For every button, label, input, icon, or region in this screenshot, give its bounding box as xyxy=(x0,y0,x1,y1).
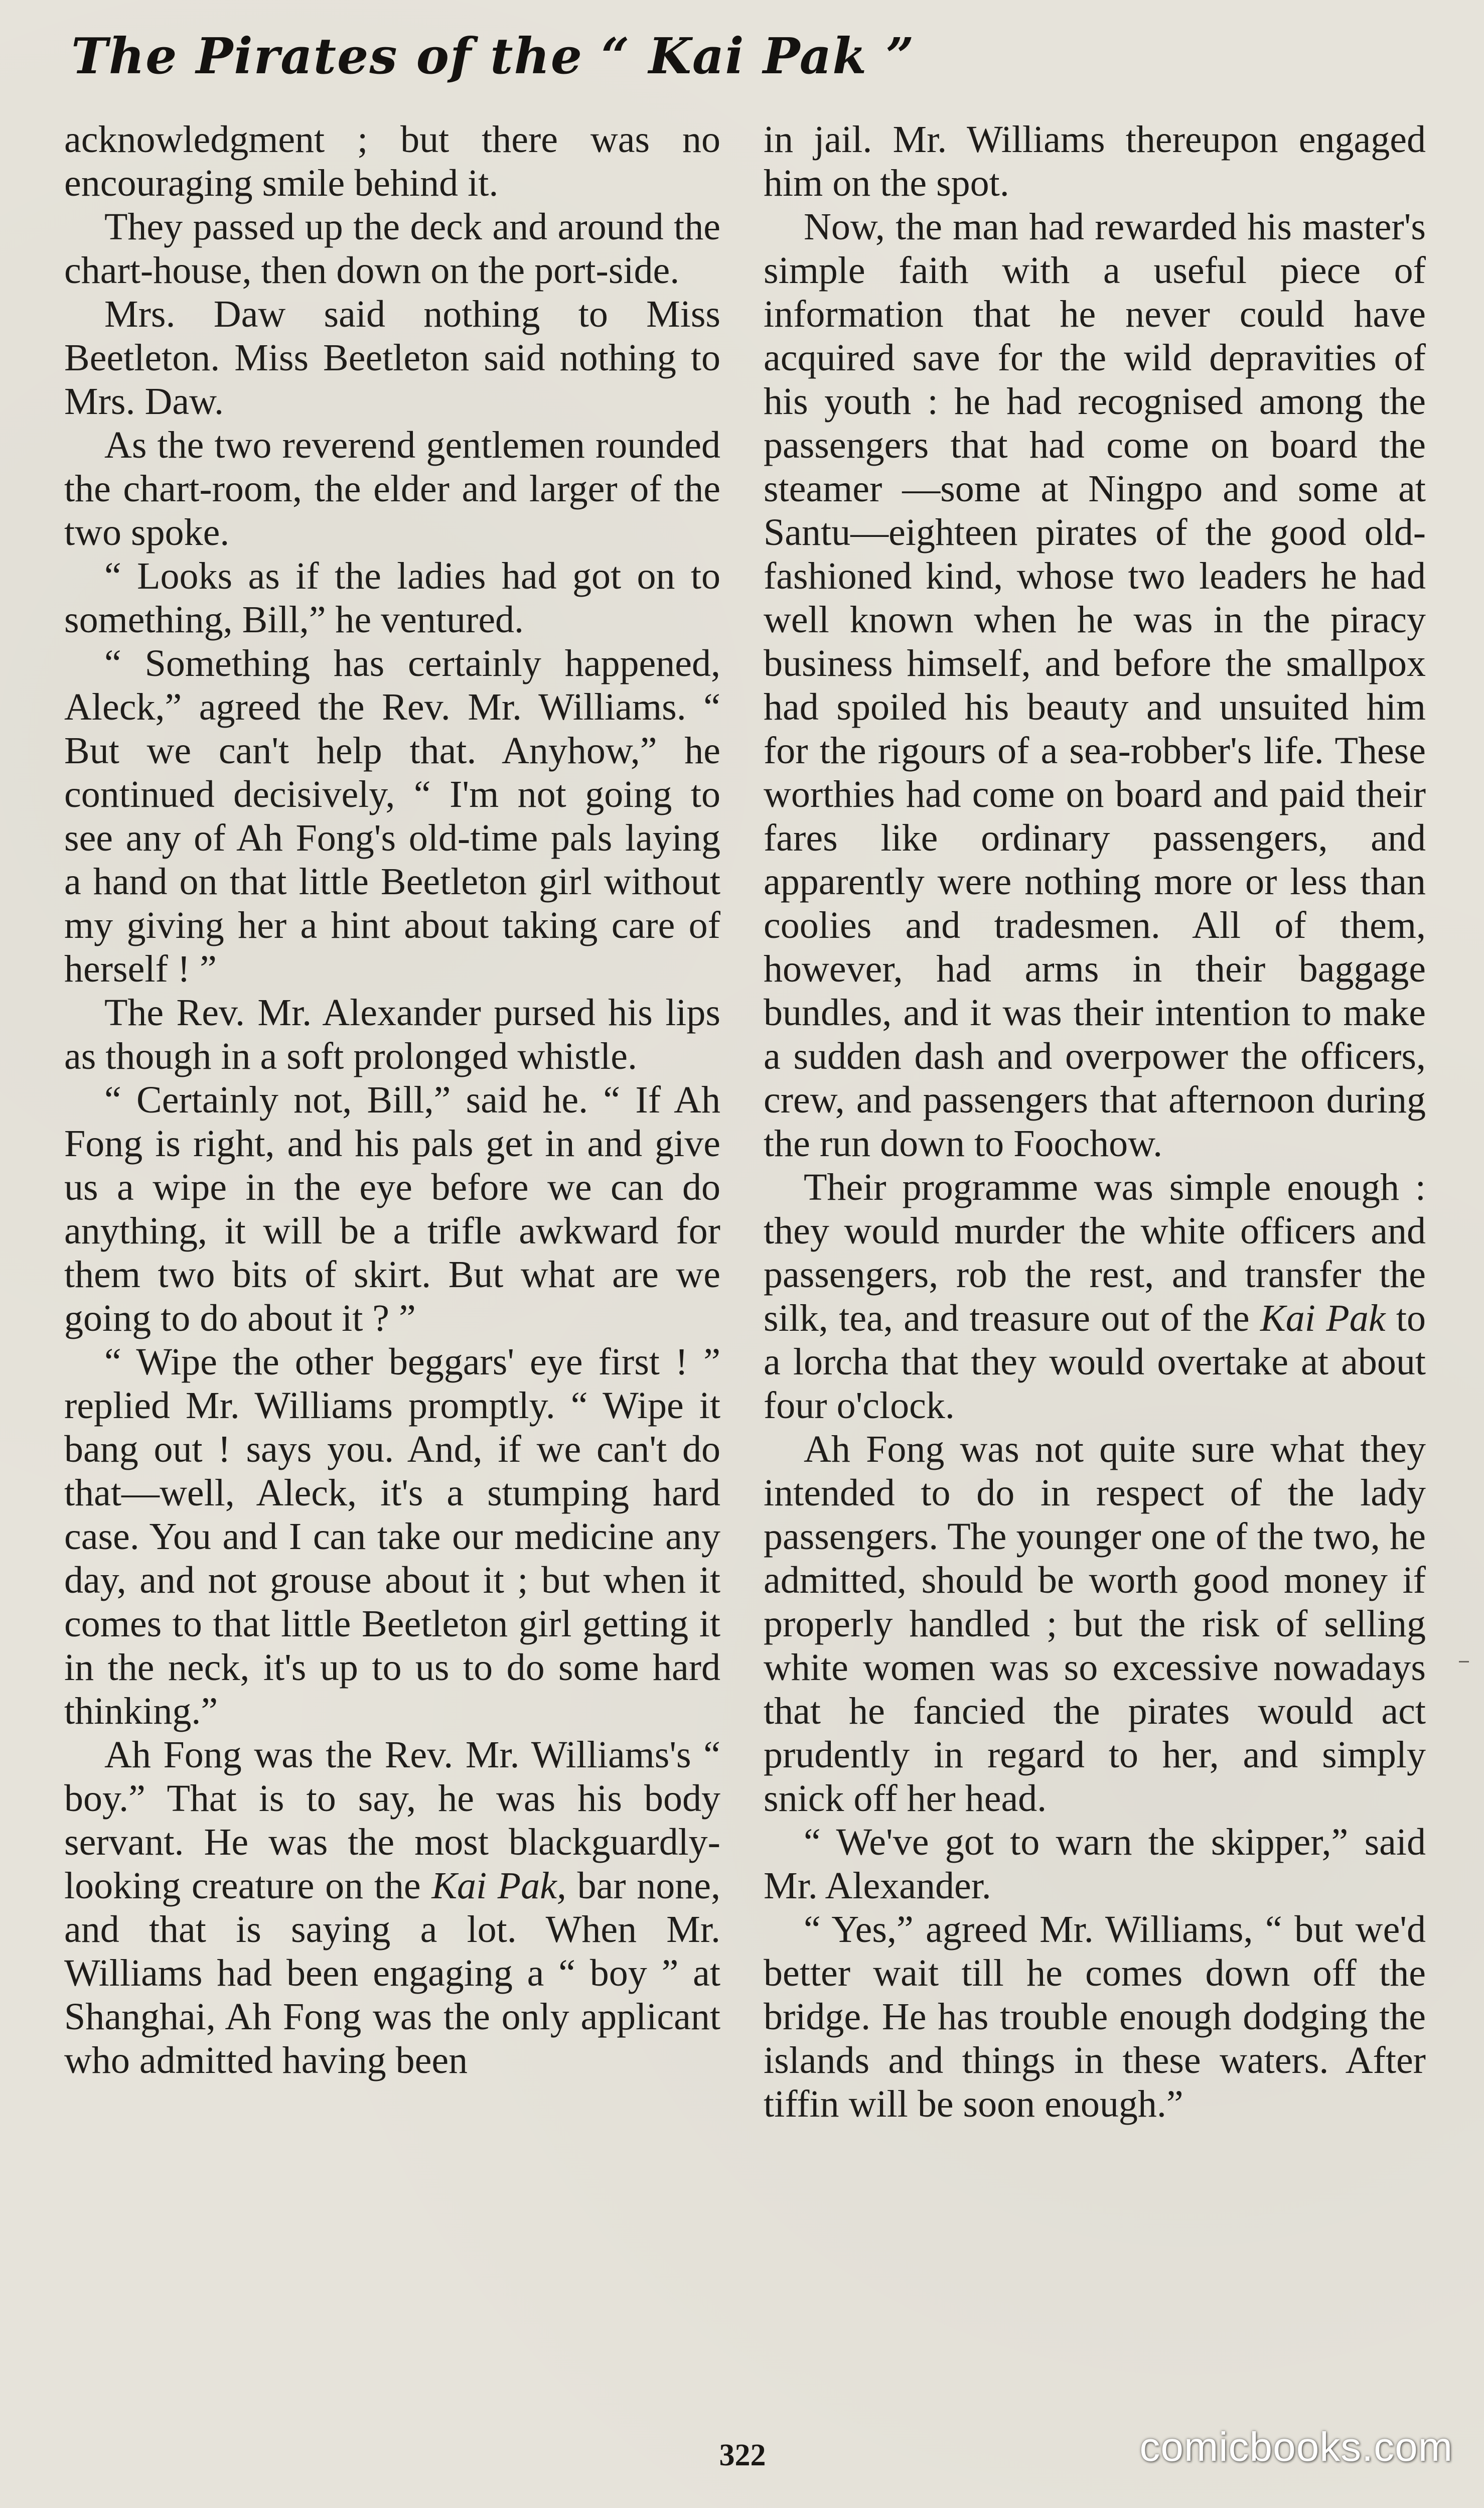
ship-name-italic: Kai Pak, xyxy=(431,1865,566,1907)
paragraph-text: They passed up the deck and around the chart-house, then down on the port-side. xyxy=(64,206,720,292)
paragraph xyxy=(64,424,720,554)
page-number: 322 xyxy=(719,2438,766,2472)
paragraph-text: “ Something has certainly happened, Aleck,” agreed the Rev. Mr. Williams. “ But we can't help that. Anyhow,” he continued decisively, “ I'm not going to see any of Ah Fong's old-time pals laying a hand on that little Beetleton girl without my giving her a hint about taking care of herself ! ” xyxy=(64,642,720,990)
paragraph xyxy=(64,1078,720,1340)
story-title: The Pirates of the “ Kai Pak ” xyxy=(71,28,915,85)
paragraph-text: Their programme was simple enough : they would murder the white officers and passengers, rob the rest, and transfer the silk, tea, and treasure out of the xyxy=(764,1166,1426,1339)
paragraph xyxy=(64,991,720,1078)
paragraph-text: Ah Fong was the Rev. Mr. Williams's “ boy.” That is to say, he was his body servant. He was the most blackguardly-looking creature on the xyxy=(64,1734,720,1907)
paragraph xyxy=(764,118,1426,205)
left-text-column xyxy=(64,118,720,2391)
paragraph-text: “ Certainly not, Bill,” said he. “ If Ah Fong is right, and his pals get in and give us a wipe in the eye before we can do anything, it will be a trifle awkward for them two bits of skirt. But what are we going to do about it ? ” xyxy=(64,1079,720,1339)
paragraph-text: “ Yes,” agreed Mr. Williams, “ but we'd better wait till he comes down off the bridge. He has trouble enough dodging the islands and things in these waters. After tiffin will be soon enough.” xyxy=(764,1908,1426,2125)
paragraph-text: Mrs. Daw said nothing to Miss Beetleton. Miss Beetleton said nothing to Mrs. Daw. xyxy=(64,293,720,423)
watermark-logo: comicbooks.com xyxy=(1139,2424,1453,2470)
paragraph-text: in jail. Mr. Williams thereupon engaged him on the spot. xyxy=(764,118,1426,204)
paragraph-text: Ah Fong was not quite sure what they intended to do in respect of the lady passengers. The younger one of the two, he admitted, should be worth good money if properly handled ; but the risk of selling white women was so excessive nowadays that he fancied the pirates would act prudently in regard to her, and simply snick off her head. xyxy=(764,1428,1426,1820)
ship-name-italic: Kai Pak xyxy=(1260,1297,1386,1339)
paragraph xyxy=(764,1428,1426,1821)
paragraph xyxy=(764,1821,1426,1908)
paragraph xyxy=(64,1733,720,2082)
paragraph-text: “ Looks as if the ladies had got on to something, Bill,” he ventured. xyxy=(64,555,720,641)
right-text-column xyxy=(764,118,1426,2391)
paragraph-text: As the two reverend gentlemen rounded the chart-room, the elder and larger of the two spoke. xyxy=(64,424,720,553)
paragraph xyxy=(64,118,720,205)
margin-mark xyxy=(1459,1661,1469,1662)
paragraph xyxy=(764,205,1426,1166)
paragraph xyxy=(764,1166,1426,1428)
paragraph-text: “ We've got to warn the skipper,” said Mr. Alexander. xyxy=(764,1821,1426,1907)
paragraph-text: bar none, and that is saying a lot. When Mr. Williams had been engaging a “ boy ” at Shanghai, Ah Fong was the only applicant who admitted having been xyxy=(64,1865,720,2081)
paragraph xyxy=(64,554,720,642)
paragraph-text: Now, the man had rewarded his master's simple faith with a useful piece of information that he never could have acquired save for the wild depravities of his youth : he had recognised among the passengers that had come on board the steamer —some at Ningpo and some at Santu—eighteen pirates of the good old-fashioned kind, whose two leaders he had well known when he was in the piracy business himself, and before the smallpox had spoiled his beauty and unsuited him for the rigours of a sea-robber's life. These worthies had come on board and paid their fares like ordinary passengers, and apparently were nothing more or less than coolies and tradesmen. All of them, however, had arms in their baggage bundles, and it was their intention to make a sudden dash and overpower the officers, crew, and passengers that afternoon during the run down to Foochow. xyxy=(764,206,1426,1165)
paragraph xyxy=(64,293,720,424)
paragraph-text: “ Wipe the other beggars' eye first ! ” replied Mr. Williams promptly. “ Wipe it bang out ! says you. And, if we can't do that—well, Aleck, it's a stumping hard case. You and I can take our medicine any day, and not grouse about it ; but when it comes to that little Beetleton girl getting it in the neck, it's up to us to do some hard thinking.” xyxy=(64,1341,720,1732)
paragraph xyxy=(64,205,720,293)
paragraph xyxy=(64,642,720,991)
paragraph-text: The Rev. Mr. Alexander pursed his lips as though in a soft prolonged whistle. xyxy=(64,992,720,1077)
paragraph xyxy=(64,1340,720,1733)
paragraph xyxy=(764,1908,1426,2126)
paragraph-text: acknowledgment ; but there was no encouraging smile behind it. xyxy=(64,118,720,204)
paragraph-text: to a lorcha that they would overtake at about four o'clock. xyxy=(764,1297,1426,1427)
